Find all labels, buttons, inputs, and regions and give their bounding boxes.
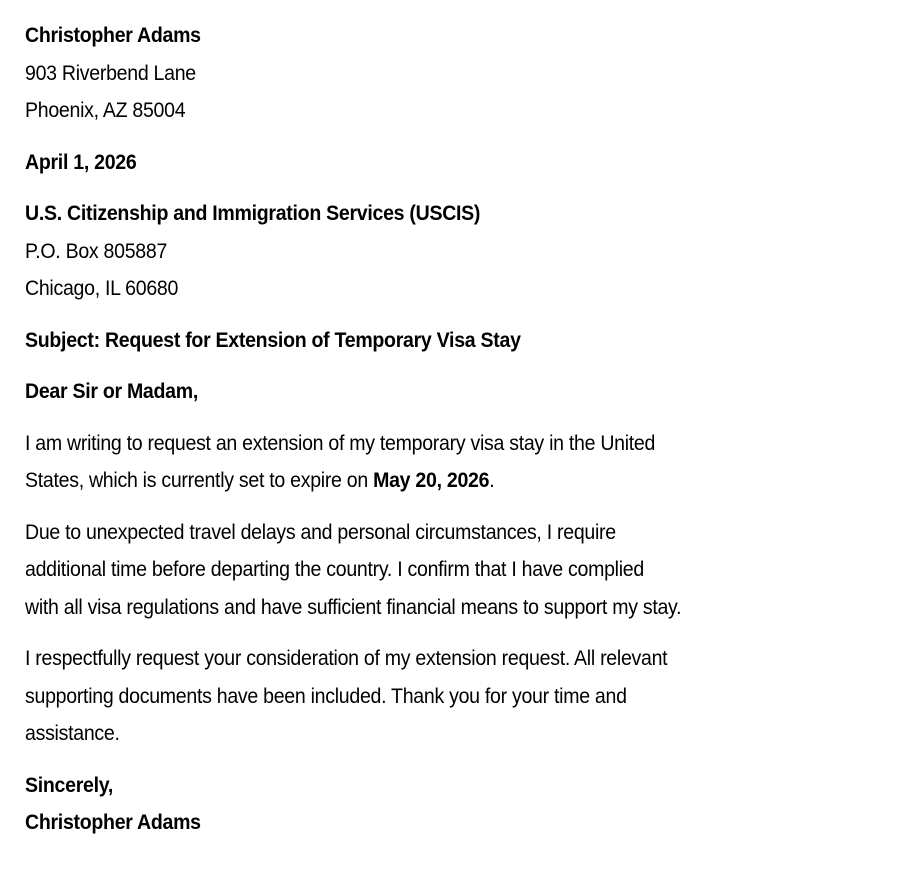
sender-name: Christopher Adams: [25, 24, 201, 47]
body-p3-line3: assistance.: [25, 722, 120, 745]
body-p1-line2-prefix: States, which is currently set to expire on: [25, 469, 374, 492]
sender-block: [25, 17, 862, 130]
body-p2-line1: Due to unexpected travel delays and personal circumstances, I require: [25, 520, 616, 544]
recipient-city-state-zip: Chicago, IL 60680: [25, 277, 179, 300]
body-paragraph-1: [25, 425, 862, 500]
sender-street: 903 Riverbend Lane: [25, 61, 196, 85]
valediction: Sincerely,: [25, 773, 114, 797]
recipient-block: [25, 195, 862, 308]
signature-name: Christopher Adams: [25, 811, 201, 834]
body-p1-line2: [25, 462, 862, 500]
body-p1-line1: I am writing to request an extension of my temporary visa stay in the United: [25, 431, 656, 455]
date-block: [25, 144, 862, 182]
body-p1-line2-suffix: .: [489, 469, 495, 492]
salutation: Dear Sir or Madam,: [25, 380, 198, 403]
subject-line: Subject: Request for Extension of Temporary Visa Stay: [25, 328, 521, 352]
recipient-name: U.S. Citizenship and Immigration Services (USCIS): [25, 202, 481, 225]
body-paragraph-3: [25, 640, 862, 753]
body-paragraph-2: [25, 514, 862, 627]
closing-block: [25, 767, 862, 842]
expiry-date: May 20, 2026: [373, 469, 490, 492]
body-p2-line2: additional time before departing the country. I confirm that I have complied: [25, 558, 644, 581]
subject-block: [25, 322, 862, 360]
body-p2-line3: with all visa regulations and have sufficient financial means to support my stay.: [25, 595, 682, 619]
salutation-block: [25, 373, 862, 411]
recipient-po-box: P.O. Box 805887: [25, 239, 168, 263]
sender-city-state-zip: Phoenix, AZ 85004: [25, 99, 186, 122]
body-p3-line2: supporting documents have been included. Thank you for your time and: [25, 684, 627, 708]
body-p3-line1: I respectfully request your consideration of my extension request. All relevant: [25, 647, 668, 670]
letter-date: April 1, 2026: [25, 150, 137, 174]
